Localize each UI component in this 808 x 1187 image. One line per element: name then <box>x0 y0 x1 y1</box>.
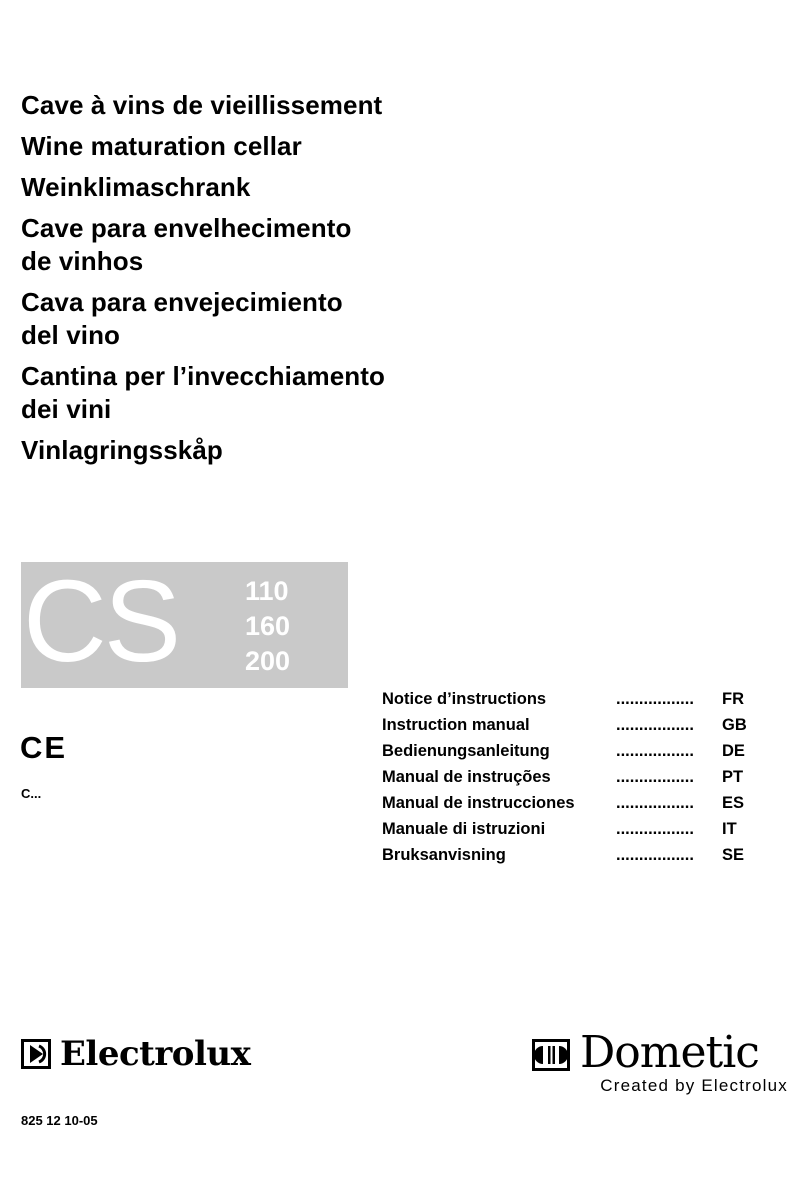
model-number: 200 <box>245 646 291 676</box>
title-es <box>21 286 481 352</box>
toc-label: Notice d’instructions <box>382 690 547 708</box>
toc-label: Bruksanvisning <box>382 846 506 864</box>
document-number: 825 12 10-05 <box>21 1113 98 1128</box>
title-pt <box>21 212 481 278</box>
toc-label: Manual de instruções <box>382 768 551 786</box>
toc-code: GB <box>722 716 747 734</box>
toc-code: DE <box>722 742 745 760</box>
toc-label: Manual de instrucciones <box>382 794 575 812</box>
dometic-logo-icon <box>532 1039 570 1071</box>
toc-code: PT <box>722 768 744 786</box>
toc-row <box>382 816 762 842</box>
toc-row <box>382 686 762 712</box>
product-titles <box>21 89 481 475</box>
manual-language-index <box>382 686 762 868</box>
title-line: Cave à vins de vieillissement <box>21 90 383 120</box>
toc-dots: ................. <box>616 716 694 734</box>
toc-row <box>382 842 762 868</box>
title-line: Weinklimaschrank <box>21 172 251 202</box>
title-line: Cantina per l’invecchiamento <box>21 361 386 391</box>
toc-row <box>382 738 762 764</box>
title-line: Cave para envelhecimento <box>21 213 352 243</box>
title-line: Cava para envejecimiento <box>21 287 343 317</box>
toc-code: IT <box>722 820 737 838</box>
toc-code: SE <box>722 846 745 864</box>
title-fr <box>21 89 481 122</box>
toc-label: Manuale di istruzioni <box>382 820 546 838</box>
toc-label: Bedienungsanleitung <box>382 742 550 760</box>
model-number: 110 <box>245 576 289 606</box>
toc-code: ES <box>722 794 745 812</box>
title-line: Wine maturation cellar <box>21 131 302 161</box>
toc-row <box>382 712 762 738</box>
title-de <box>21 171 481 204</box>
certification-code: C... <box>21 786 42 801</box>
toc-code: FR <box>722 690 744 708</box>
title-line: Vinlagringsskåp <box>21 435 223 465</box>
toc-row <box>382 764 762 790</box>
electrolux-logo-icon <box>21 1039 51 1069</box>
toc-dots: ................. <box>616 742 694 760</box>
title-se <box>21 434 481 467</box>
dometic-logo <box>532 1027 788 1100</box>
toc-row <box>382 790 762 816</box>
toc-label: Instruction manual <box>382 716 530 734</box>
electrolux-wordmark: Electrolux <box>60 1034 251 1074</box>
model-number: 160 <box>245 611 291 641</box>
model-list <box>245 574 290 679</box>
toc-dots: ................. <box>616 820 694 838</box>
ce-mark: CE <box>20 730 68 765</box>
series-name: CS <box>23 556 179 686</box>
title-line: dei vini <box>21 394 112 424</box>
title-it <box>21 360 481 426</box>
title-line: de vinhos <box>21 246 144 276</box>
dometic-tagline: Created by Electrolux <box>600 1076 788 1095</box>
toc-dots: ................. <box>616 794 694 812</box>
product-series-banner <box>21 556 348 688</box>
dometic-wordmark: Dometic <box>580 1027 759 1078</box>
title-gb <box>21 130 481 163</box>
toc-dots: ................. <box>616 690 694 708</box>
title-line: del vino <box>21 320 121 350</box>
toc-dots: ................. <box>616 768 694 786</box>
toc-dots: ................. <box>616 846 694 864</box>
